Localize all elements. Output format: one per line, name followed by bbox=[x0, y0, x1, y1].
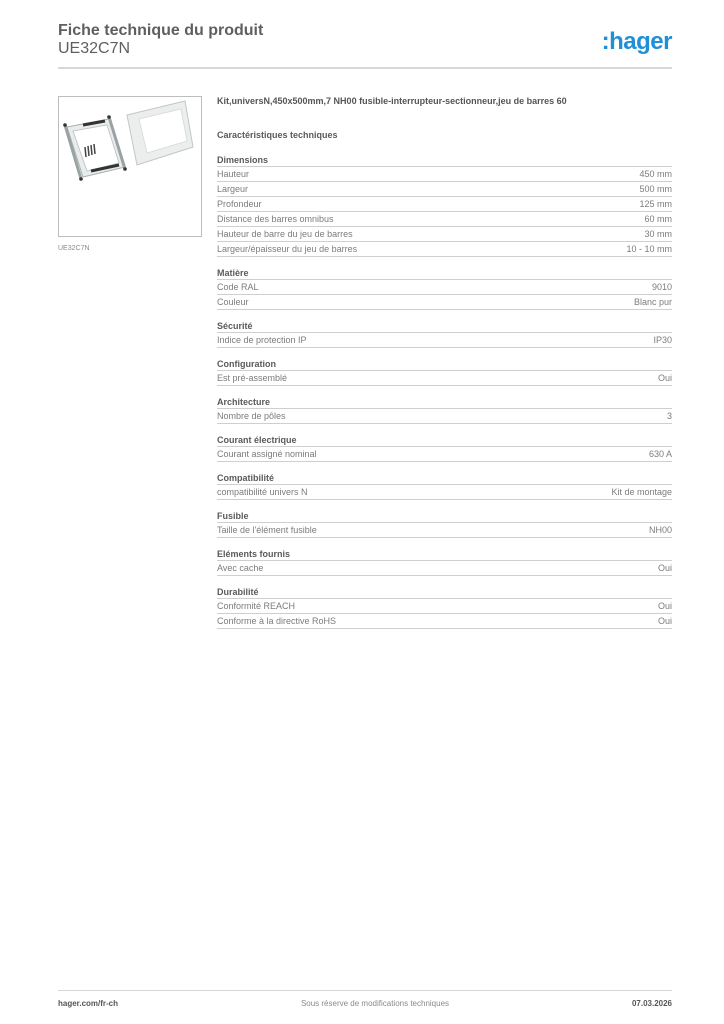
spec-group-title: Courant électrique bbox=[217, 433, 672, 447]
footer-website-link[interactable]: hager.com/fr-ch bbox=[58, 999, 119, 1008]
spec-group bbox=[217, 509, 672, 538]
spec-row bbox=[217, 561, 672, 576]
footer-divider bbox=[58, 990, 672, 991]
spec-value: 125 mm bbox=[639, 199, 672, 209]
spec-group-title: Configuration bbox=[217, 357, 672, 371]
spec-group bbox=[217, 153, 672, 257]
spec-group bbox=[217, 395, 672, 424]
spec-row bbox=[217, 523, 672, 538]
spec-value: Blanc pur bbox=[633, 297, 672, 307]
footer-notice: Sous réserve de modifications techniques bbox=[300, 999, 450, 1008]
spec-row bbox=[217, 614, 672, 629]
product-description: Kit,universN,450x500mm,7 NH00 fusible-interrupteur-sectionneur,jeu de barres 60 bbox=[217, 96, 567, 106]
spec-row bbox=[217, 447, 672, 462]
spec-label: Profondeur bbox=[217, 199, 262, 209]
product-specifications bbox=[217, 96, 672, 629]
spec-group bbox=[217, 357, 672, 386]
hager-logo: :hager bbox=[601, 28, 672, 55]
spec-label: Distance des barres omnibus bbox=[217, 214, 334, 224]
spec-value: IP30 bbox=[653, 335, 672, 345]
spec-label: Code RAL bbox=[217, 282, 259, 292]
spec-value: 500 mm bbox=[639, 184, 672, 194]
page-footer bbox=[58, 999, 672, 1008]
spec-label: Hauteur de barre du jeu de barres bbox=[217, 229, 353, 239]
spec-label: Hauteur bbox=[217, 169, 250, 179]
spec-label: Courant assigné nominal bbox=[217, 449, 317, 459]
spec-group-title: Dimensions bbox=[217, 153, 672, 167]
footer-date: 07.03.2026 bbox=[631, 999, 672, 1008]
spec-row bbox=[217, 485, 672, 500]
spec-row bbox=[217, 212, 672, 227]
spec-group-title: Compatibilité bbox=[217, 471, 672, 485]
section-heading: Caractéristiques techniques bbox=[217, 130, 338, 140]
spec-label: Est pré-assemblé bbox=[217, 373, 288, 383]
spec-group bbox=[217, 433, 672, 462]
spec-label: Largeur bbox=[217, 184, 249, 194]
spec-label: Conformité REACH bbox=[217, 601, 296, 611]
spec-group bbox=[217, 471, 672, 500]
spec-value: 30 mm bbox=[644, 229, 672, 239]
spec-value: NH00 bbox=[648, 525, 672, 535]
spec-row bbox=[217, 599, 672, 614]
spec-group-title: Fusible bbox=[217, 509, 672, 523]
spec-value: Oui bbox=[657, 616, 672, 626]
spec-value: 9010 bbox=[651, 282, 672, 292]
spec-row bbox=[217, 167, 672, 182]
header-divider bbox=[58, 67, 672, 69]
spec-value: 450 mm bbox=[639, 169, 672, 179]
spec-label: Couleur bbox=[217, 297, 249, 307]
spec-value: 60 mm bbox=[644, 214, 672, 224]
spec-row bbox=[217, 371, 672, 386]
spec-row bbox=[217, 227, 672, 242]
spec-label: Nombre de pôles bbox=[217, 411, 286, 421]
page-header bbox=[58, 22, 672, 70]
image-caption: UE32C7N bbox=[58, 245, 90, 252]
product-reference: UE32C7N bbox=[58, 40, 131, 57]
spec-value: Oui bbox=[657, 563, 672, 573]
spec-label: Indice de protection IP bbox=[217, 335, 307, 345]
spec-value: 3 bbox=[666, 411, 672, 421]
spec-group-title: Matière bbox=[217, 266, 672, 280]
spec-group bbox=[217, 585, 672, 629]
spec-group-title: Durabilité bbox=[217, 585, 672, 599]
spec-group-title: Sécurité bbox=[217, 319, 672, 333]
spec-value: Oui bbox=[657, 601, 672, 611]
spec-label: Avec cache bbox=[217, 563, 264, 573]
spec-row bbox=[217, 295, 672, 310]
spec-row bbox=[217, 280, 672, 295]
spec-group-title: Eléments fournis bbox=[217, 547, 672, 561]
spec-group bbox=[217, 319, 672, 348]
spec-value: Oui bbox=[657, 373, 672, 383]
product-illustration-icon bbox=[59, 97, 201, 236]
spec-value: 630 A bbox=[648, 449, 672, 459]
spec-groups bbox=[217, 153, 672, 629]
spec-row bbox=[217, 242, 672, 257]
spec-value: Kit de montage bbox=[611, 487, 672, 497]
spec-group bbox=[217, 266, 672, 310]
spec-label: Largeur/épaisseur du jeu de barres bbox=[217, 244, 358, 254]
spec-label: compatibilité univers N bbox=[217, 487, 308, 497]
spec-label: Taille de l'élément fusible bbox=[217, 525, 317, 535]
spec-row bbox=[217, 197, 672, 212]
spec-row bbox=[217, 409, 672, 424]
spec-value: 10 - 10 mm bbox=[626, 244, 672, 254]
document-title: Fiche technique du produit bbox=[58, 22, 264, 39]
spec-label: Conforme à la directive RoHS bbox=[217, 616, 337, 626]
spec-group bbox=[217, 547, 672, 576]
product-image bbox=[58, 96, 202, 237]
spec-group-title: Architecture bbox=[217, 395, 672, 409]
spec-row bbox=[217, 182, 672, 197]
spec-row bbox=[217, 333, 672, 348]
